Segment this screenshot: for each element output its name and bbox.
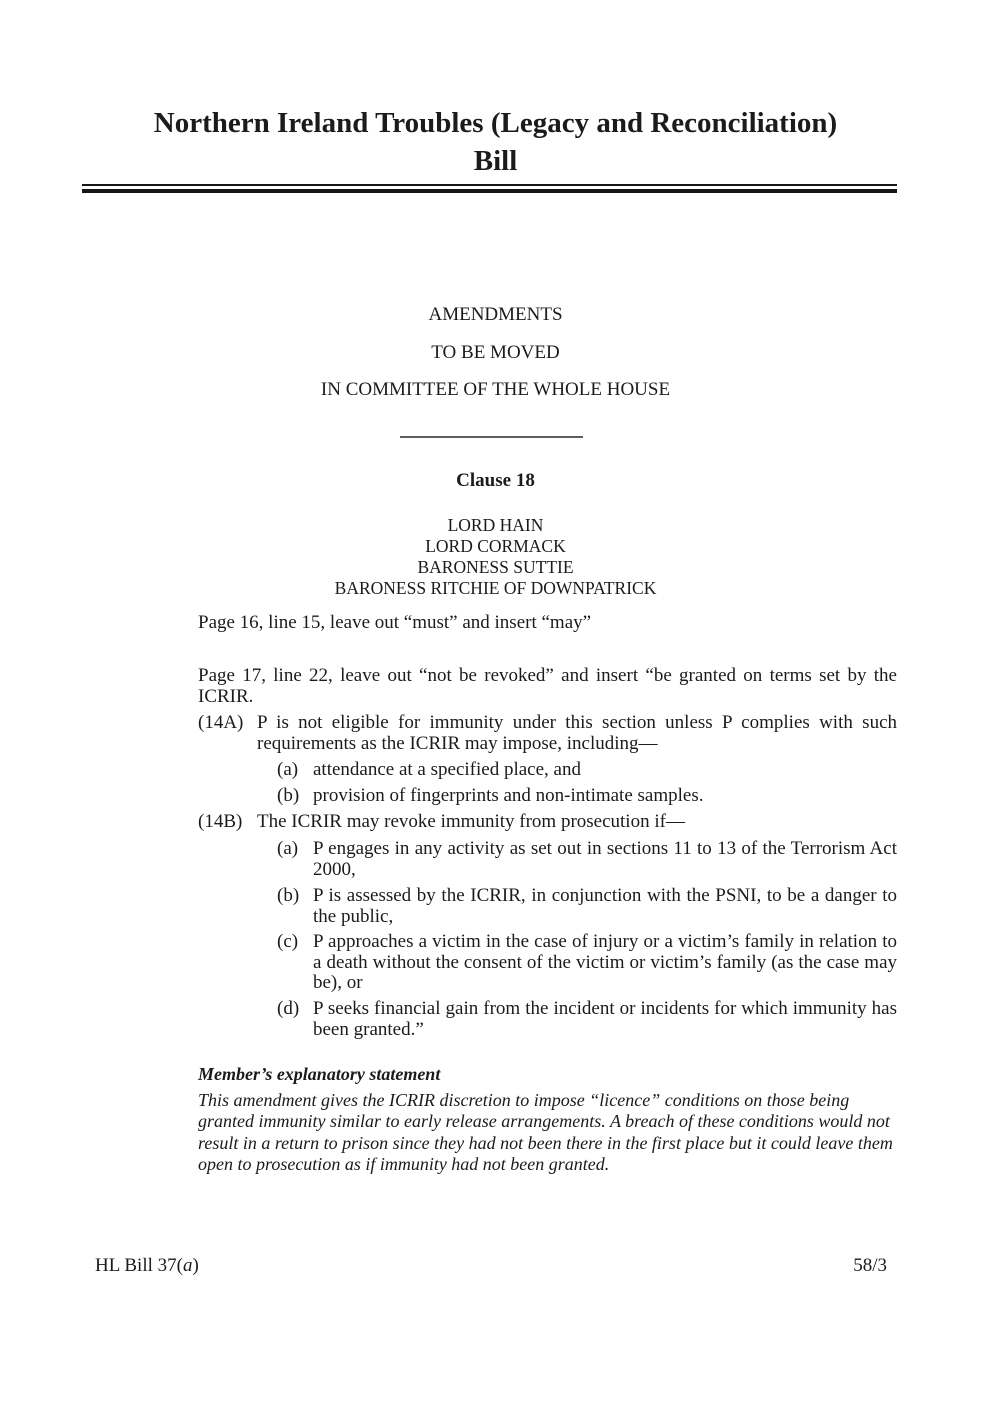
amendment-line: Page 16, line 15, leave out “must” and insert “may” xyxy=(198,612,592,633)
subitem-letter: (c) xyxy=(277,931,299,952)
explanatory-statement-heading: Member’s explanatory statement xyxy=(198,1064,441,1084)
provision-text: The ICRIR may revoke immunity from prosecution if— xyxy=(257,811,685,832)
amendments-heading-block xyxy=(0,296,991,409)
page-title-line2: Bill xyxy=(473,145,518,177)
page-footer xyxy=(95,1255,887,1277)
subitem-14a-a xyxy=(277,760,897,781)
sponsor-name: LORD CORMACK xyxy=(425,536,566,556)
heading-to-be-moved: TO BE MOVED xyxy=(431,341,560,363)
sponsor-name: LORD HAIN xyxy=(447,515,544,535)
subitem-14a-b xyxy=(277,786,897,807)
page-title xyxy=(0,104,991,180)
session-page-number: 58/3 xyxy=(853,1255,887,1276)
amendment-intro: Page 17, line 22, leave out “not be revoked” and insert “be granted on terms set by the ICRIR. xyxy=(198,665,897,707)
provision-number: (14B) xyxy=(198,811,243,832)
subitem-text: attendance at a specified place, and xyxy=(313,759,581,780)
provision-number: (14A) xyxy=(198,712,244,733)
subitem-letter: (d) xyxy=(277,998,300,1019)
explanatory-statement-text: This amendment gives the ICRIR discretion to impose “licence” conditions on those being granted immunity similar to early release arrangements. A breach of these conditions would not result in a return to prison since they had not been there in the first place but it could leave them open to prosecution as if immunity had not been granted. xyxy=(198,1090,893,1174)
heading-committee: IN COMMITTEE OF THE WHOLE HOUSE xyxy=(320,379,671,400)
bill-reference-letter: a xyxy=(182,1255,193,1276)
subitem-letter: (a) xyxy=(277,838,299,859)
provision-14b xyxy=(198,812,897,833)
subitem-text: P approaches a victim in the case of injury or a victim’s family in relation to a death without the consent of the victim or victim’s family (as the case may be), or xyxy=(313,931,897,993)
subitem-text: P engages in any activity as set out in sections 11 to 13 of the Terrorism Act 2000, xyxy=(313,838,897,880)
subitem-14b-b xyxy=(277,886,897,927)
bill-reference-suffix: ) xyxy=(192,1255,199,1276)
subitem-letter: (b) xyxy=(277,885,300,906)
sponsor-name: BARONESS RITCHIE OF DOWNPATRICK xyxy=(334,578,657,598)
subitem-letter: (b) xyxy=(277,785,300,806)
subitem-text: provision of fingerprints and non-intimate samples. xyxy=(313,785,704,806)
subitem-text: P is assessed by the ICRIR, in conjunction with the PSNI, to be a danger to the public, xyxy=(313,885,897,927)
provision-14a xyxy=(198,713,897,754)
section-divider-rule xyxy=(400,436,583,438)
subitem-text: P seeks financial gain from the incident or incidents for which immunity has been granted.” xyxy=(313,998,897,1040)
sponsor-list xyxy=(0,515,991,599)
bill-reference-prefix: HL Bill 37( xyxy=(95,1255,183,1276)
subitem-14b-c xyxy=(277,932,897,994)
subitem-letter: (a) xyxy=(277,759,299,780)
clause-heading: Clause 18 xyxy=(456,470,535,491)
subitem-14b-d xyxy=(277,999,897,1040)
subitem-14b-a xyxy=(277,839,897,880)
page-title-line1: Northern Ireland Troubles (Legacy and Reconciliation) xyxy=(153,107,838,139)
sponsor-name: BARONESS SUTTIE xyxy=(417,557,574,577)
title-double-rule xyxy=(82,184,897,193)
provision-text: P is not eligible for immunity under this section unless P complies with such requirements as the ICRIR may impose, including— xyxy=(257,712,897,754)
heading-amendments: AMENDMENTS xyxy=(428,304,563,325)
bill-reference xyxy=(95,1255,199,1277)
